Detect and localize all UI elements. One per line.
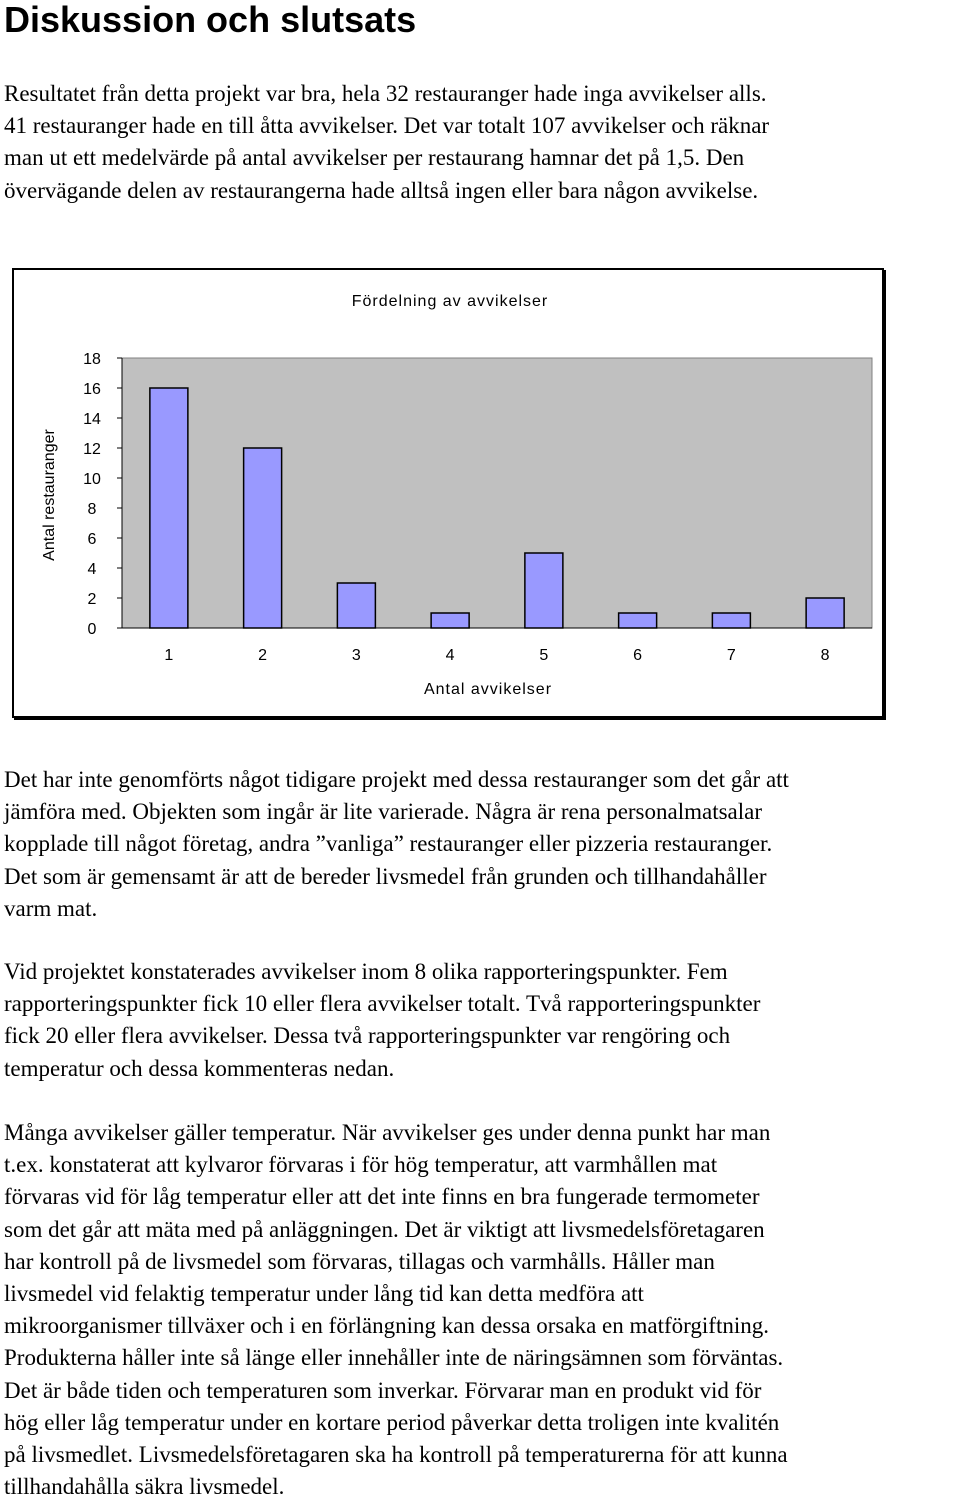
- bar: [244, 448, 282, 628]
- y-tick-label: 6: [87, 531, 97, 548]
- paragraph-results: Resultatet från detta projekt var bra, hela 32 restauranger hade inga avvikelser alls. 41 restauranger hade en till åtta avvikelser. Det var totalt 107 avvikelser och räknar man ut ett medelvärde på antal avvikelser per restaurang hamnar det på 1,5. Den övervägande delen av restaurangerna hade alltså ingen eller bara någon avvikelse.: [4, 81, 770, 203]
- paragraph-comparison: Det har inte genomförts något tidigare projekt med dessa restauranger som det går att jämföra med. Objekten som ingår är lite varierade. Några är rena personalmatsalar kopplade till något företag, andra ”vanliga” restauranger eller pizzeria restauranger. Det som är gemensamt är att de bereder livsmedel från grunden och tillhandahåller varm mat.: [4, 767, 789, 921]
- y-tick-label: 8: [87, 501, 97, 518]
- y-tick-label: 2: [87, 591, 97, 608]
- x-tick-label: 6: [633, 647, 643, 664]
- x-tick-label: 7: [726, 647, 736, 664]
- x-tick-label: 3: [351, 647, 361, 664]
- bar: [806, 598, 844, 628]
- y-tick-label: 16: [83, 381, 101, 398]
- x-tick-label: 5: [539, 647, 549, 664]
- paragraph-temperature: Många avvikelser gäller temperatur. När avvikelser ges under denna punkt har man t.ex. konstaterat att kylvaror förvaras i för hög temperatur, att varmhållen mat förvaras vid för låg temperatur eller att det inte finns en bra fungerade termometer som det går att mäta med på anläggningen. Det är viktigt att livsmedelsföretagaren har kontroll på de livsmedel som förvaras, tillagas och varmhålls. Håller man livsmedel vid felaktig temperatur under lång tid kan detta medföra att mikroorganismer tillväxer och i en förlängning kan dessa orsaka en matförgiftning. Produkterna håller inte så länge eller innehåller inte de näringsämnen som förväntas. Det är både tiden och temperaturen som inverkar. Förvarar man en produkt vid för hög eller låg temperatur under en kortare period påverkar detta troligen inte kvalitén på livsmedlet. Livsmedelsföretagaren ska ha kontroll på temperaturerna för att kunna tillhandahålla säkra livsmedel.: [4, 1120, 788, 1500]
- y-tick-label: 4: [87, 561, 97, 578]
- y-axis-label: Antal restauranger: [41, 429, 58, 561]
- chart-title: Fördelning av avvikelser: [351, 293, 549, 310]
- y-tick-label: 0: [87, 621, 97, 638]
- y-tick-label: 18: [83, 351, 101, 368]
- chart-frame: [12, 268, 884, 718]
- bar: [337, 583, 375, 628]
- x-tick-label: 1: [164, 647, 174, 664]
- bar: [150, 388, 188, 628]
- bar: [619, 613, 657, 628]
- y-tick-label: 12: [83, 441, 101, 458]
- paragraph-reporting-points: Vid projektet konstaterades avvikelser inom 8 olika rapporteringspunkter. Fem rapporteringspunkter fick 10 eller flera avvikelser totalt. Två rapporteringspunkter fick 20 eller flera avvikelser. Dessa två rapporteringspunkter var rengöring och temperatur och dessa kommenteras nedan.: [4, 959, 761, 1081]
- bar: [525, 553, 563, 628]
- x-tick-label: 4: [445, 647, 455, 664]
- y-tick-label: 10: [83, 471, 101, 488]
- x-tick-label: 2: [258, 647, 268, 664]
- y-tick-label: 14: [83, 411, 101, 428]
- x-axis-label: Antal avvikelser: [423, 681, 553, 698]
- plot-area: [122, 358, 872, 628]
- x-tick-label: 8: [820, 647, 830, 664]
- bar-chart: [14, 270, 882, 716]
- section-heading: Diskussion och slutsats: [4, 0, 417, 40]
- bar: [712, 613, 750, 628]
- bar: [431, 613, 469, 628]
